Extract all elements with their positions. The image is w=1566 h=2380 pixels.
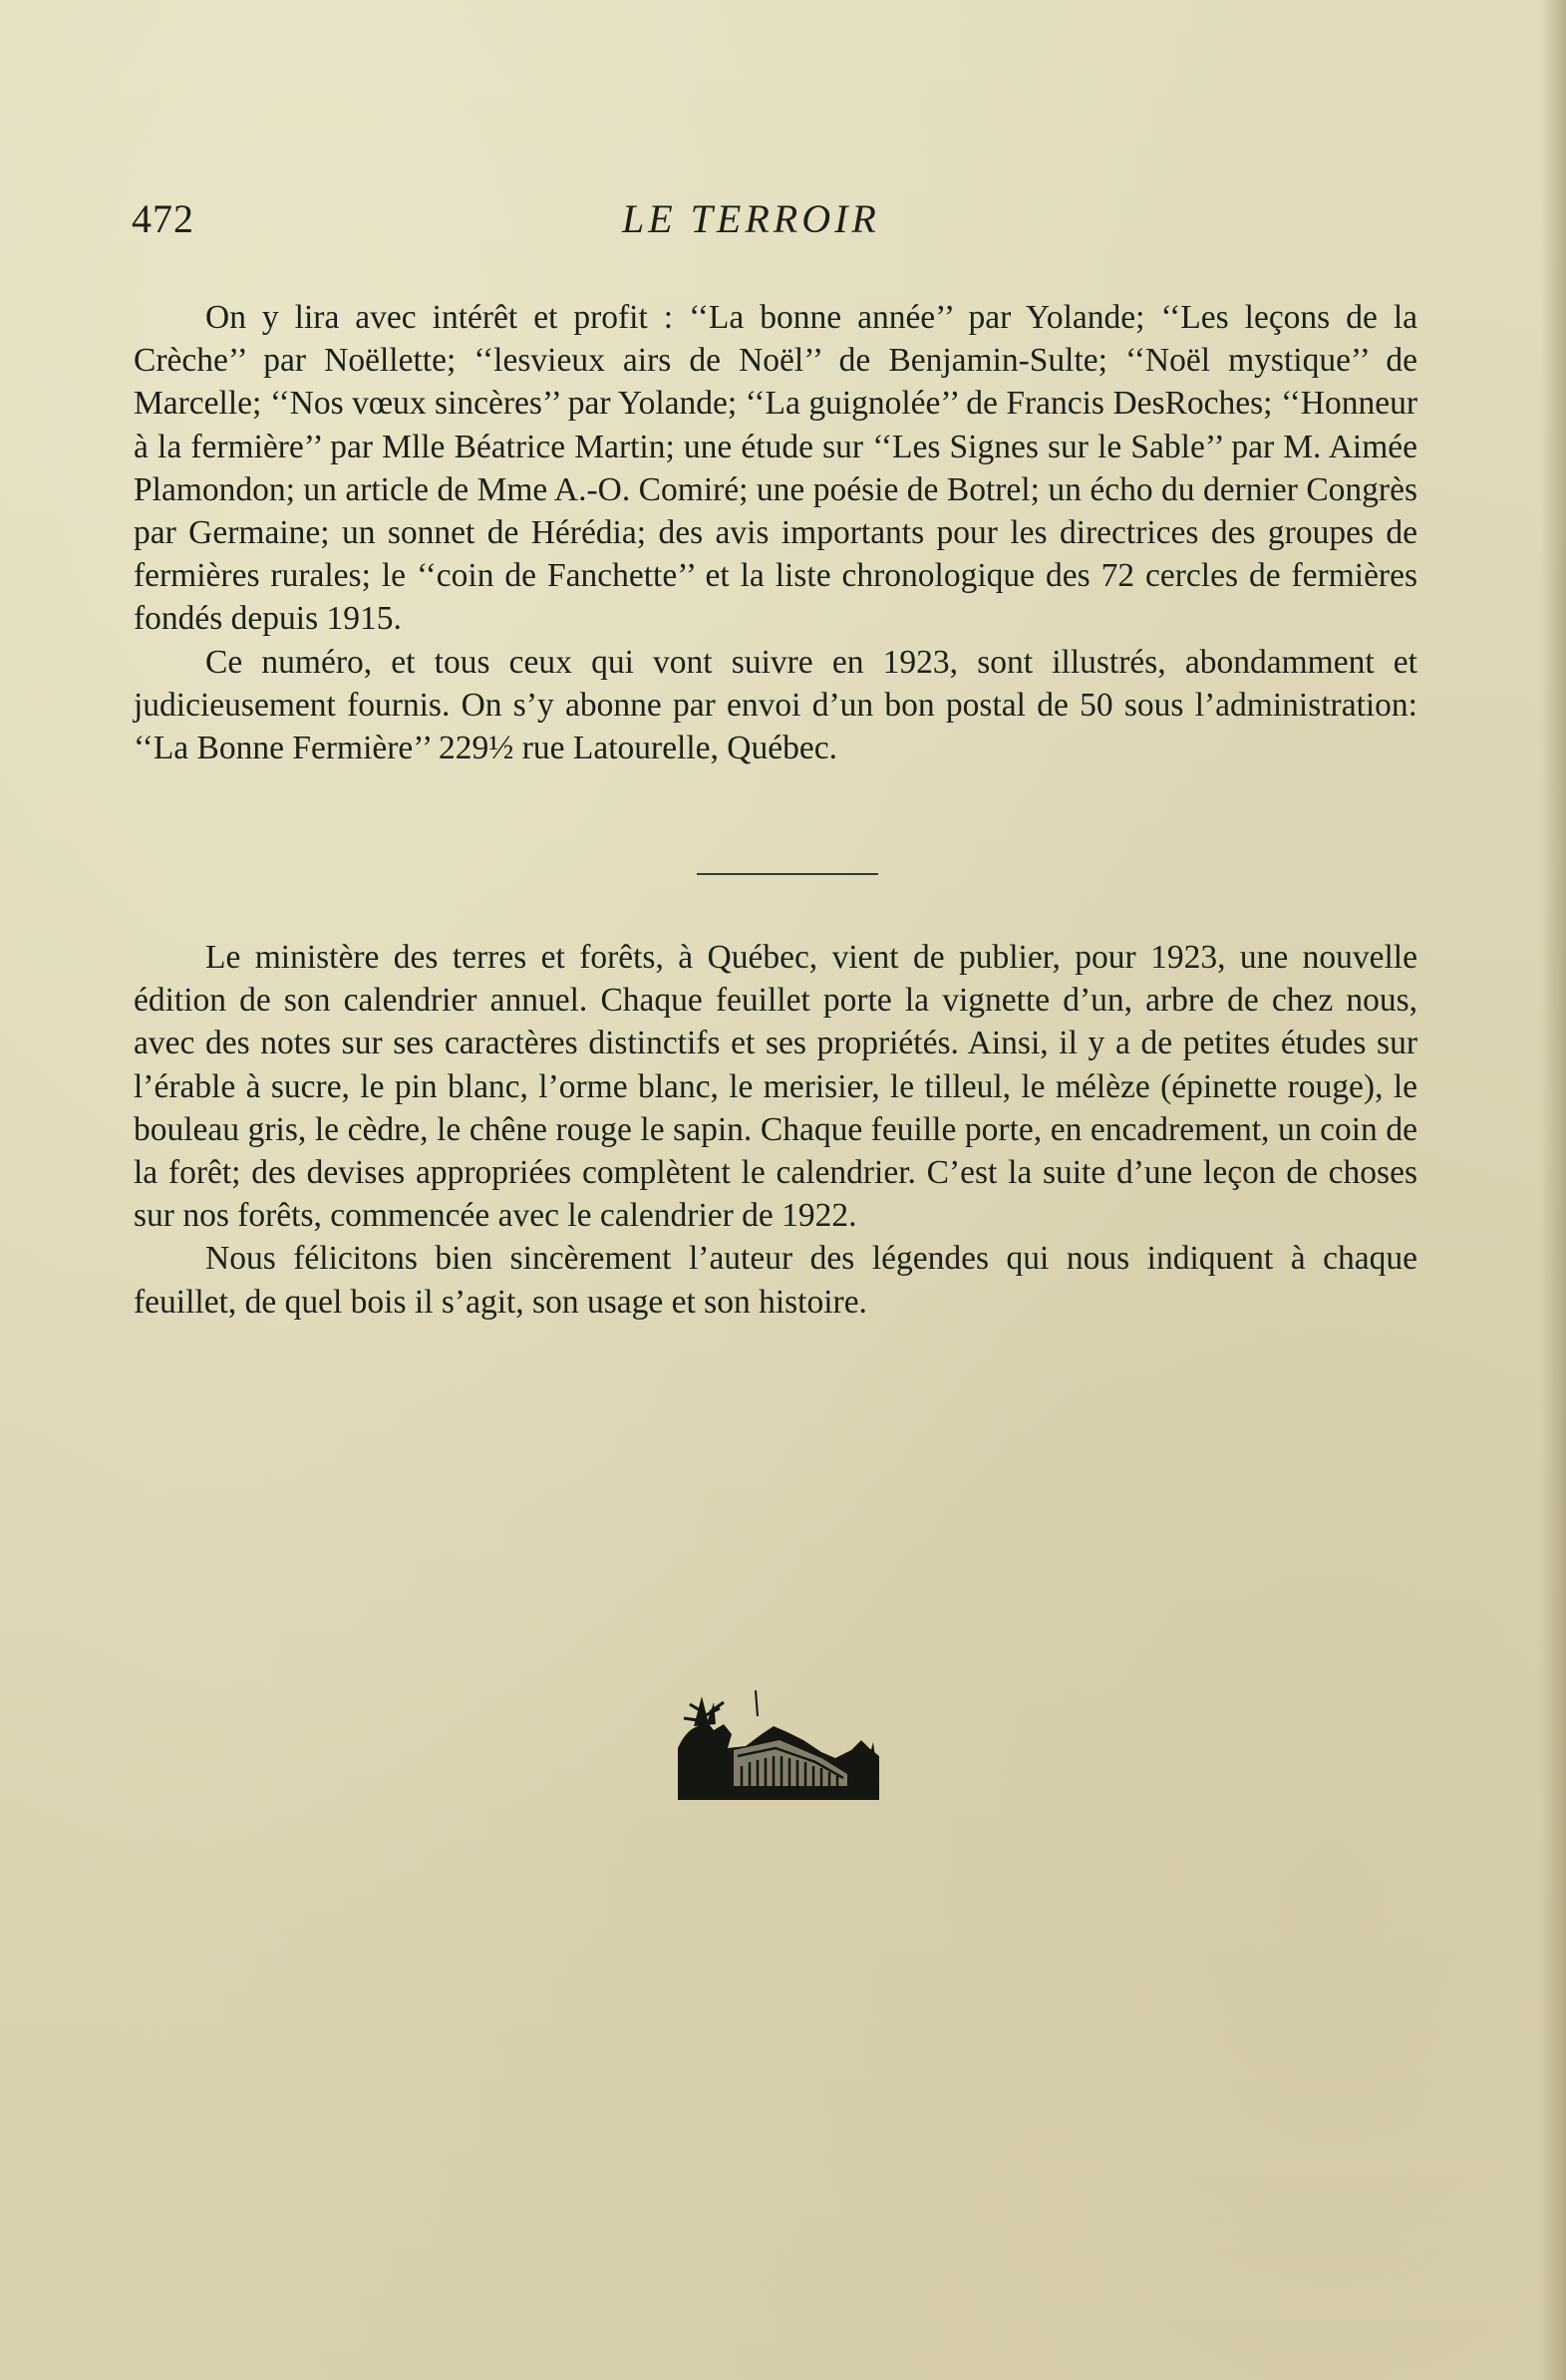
section-divider (697, 873, 878, 875)
paragraph: Le ministère des terres et forêts, à Québec, vient de publier, pour 1923, une nouvelle édition de son calendrier annuel. Chaque feuillet porte la vignette d’un, arbre de chez nous, avec des notes sur ses caractères distinctifs et ses propriétés. Ainsi, il y a de petites études sur l’érable à sucre, le pin blanc, l’orme blanc, le merisier, le tilleul, le mélèze (épinette rouge), le bouleau gris, le cèdre, le chêne rouge le sapin. Chaque feuille porte, en encadrement, un coin de la forêt; des devises appropriées complètent le calendrier. C’est la suite d’une leçon de choses sur nos forêts, commencée avec le calendrier de 1922. (134, 939, 1417, 1235)
article-la-bonne-fermiere (134, 296, 1417, 769)
page-header (132, 195, 1417, 255)
article-calendrier-forestier (134, 936, 1417, 1324)
page-edge-shadow (1540, 0, 1566, 2380)
running-title: LE TERROIR (622, 196, 880, 241)
paragraph: Nous félicitons bien sincèrement l’auteur des légendes qui nous indiquent à chaque feuillet, de quel bois il s’agit, son usage et son histoire. (134, 1240, 1417, 1321)
paragraph: Ce numéro, et tous ceux qui vont suivre en 1923, sont illustrés, abondamment et judicieusement fournis. On s’y abonne par envoi d’un bon postal de 50 sous l’administration: ‘‘La Bonne Fermière’’ 229½ rue Latourelle, Québec. (134, 643, 1417, 767)
paragraph: On y lira avec intérêt et profit : ‘‘La bonne année’’ par Yolande; ‘‘Les leçons de la Crèche’’ par Noëllette; ‘‘lesvieux airs de Noël’’ de Benjamin-Sulte; ‘‘Noël mystique’’ de Marcelle; ‘‘Nos vœux sincères’’ par Yolande; ‘‘La guignolée’’ de Francis DesRoches; ‘‘Honneur à la fermière’’ par Mlle Béatrice Martin; une étude sur ‘‘Les Signes sur le Sable’’ par M. Aimée Plamondon; un article de Mme A.-O. Comiré; une poésie de Botrel; un écho du dernier Congrès par Germaine; un sonnet de Hérédia; des avis importants pour les directrices des groupes de fermières rurales; le ‘‘coin de Fanchette’’ et la liste chronologique des 72 cercles de fermières fondés depuis 1915. (134, 299, 1417, 638)
landscape-vignette-icon (676, 1690, 881, 1802)
page-number: 472 (132, 196, 194, 241)
